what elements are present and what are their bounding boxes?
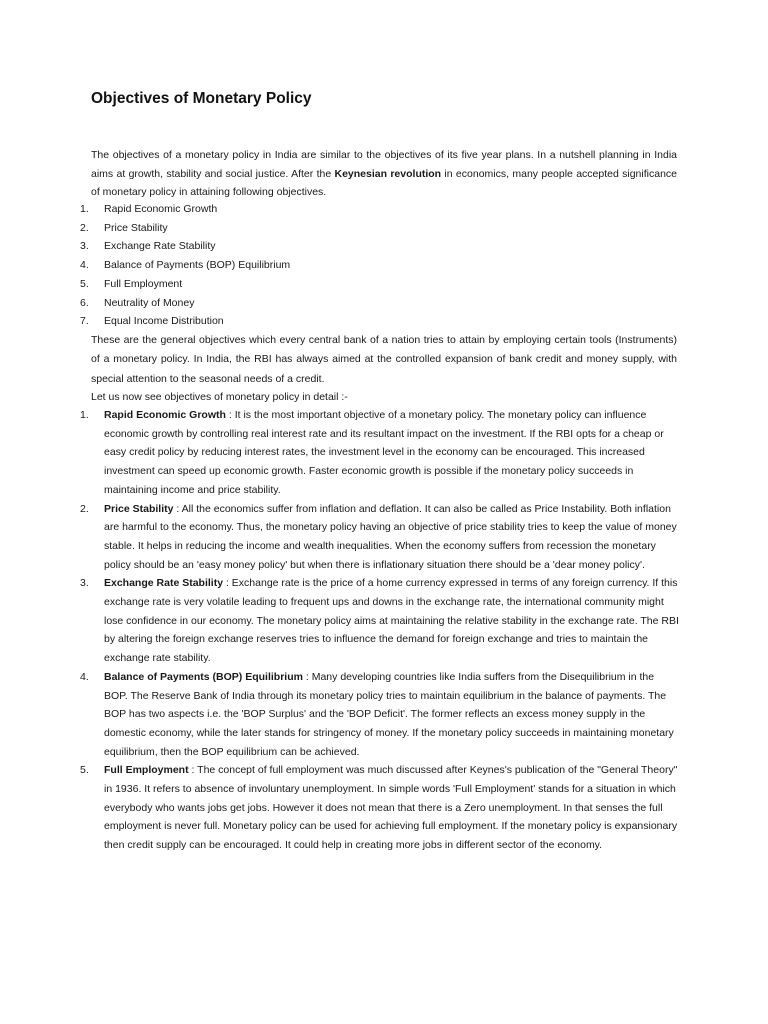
list-item-label: Equal Income Distribution bbox=[104, 315, 224, 328]
list-item bbox=[80, 294, 290, 313]
list-item-label: Balance of Payments (BOP) Equilibrium bbox=[104, 259, 291, 272]
detail-item bbox=[80, 761, 680, 855]
list-item bbox=[80, 312, 290, 331]
list-item-number: 3. bbox=[80, 240, 89, 253]
detail-lead-in: Let us now see objectives of monetary policy in detail :- bbox=[91, 391, 348, 403]
detail-item-heading: Full Employment bbox=[104, 764, 189, 777]
general-objectives-paragraph: These are the general objectives which every central bank of a nation tries to attain by employing certain tools (Instruments) of a monetary policy. In India, the RBI has always aimed at the controlled expansion of bank credit and money supply, with special attention to the seasonal needs of a credit. bbox=[91, 334, 677, 385]
detail-item bbox=[80, 406, 680, 500]
list-item-label: Neutrality of Money bbox=[104, 296, 195, 309]
detail-item-text: : The concept of full employment was much discussed after Keynes's publication of the "General Theory" in 1936. It refers to absence of involuntary unemployment. In simple words 'Full Employment' stands for a situation in which everybody who wants jobs get jobs. However it does not mean that there is a Zero unemployment. In that senses the full employment is never full. Monetary policy can be used for achieving full employment. If the monetary policy is expansionary then credit supply can be encouraged. It could help in creating more jobs in different sector of the economy. bbox=[104, 764, 678, 852]
list-item-number: 5. bbox=[80, 277, 89, 290]
detail-item bbox=[80, 500, 680, 575]
intro-text-before: The objectives of a monetary policy in India are similar to the objectives of its five year plans. In a nutshell planning in India aims at growth, stability and social justice. After the bbox=[91, 149, 677, 180]
list-item-number: 2. bbox=[80, 221, 89, 234]
detail-item-heading: Balance of Payments (BOP) Equilibrium bbox=[104, 670, 303, 683]
detail-item bbox=[80, 574, 680, 668]
intro-bold-term: Keynesian revolution bbox=[334, 167, 442, 180]
page-title: Objectives of Monetary Policy bbox=[91, 90, 312, 107]
list-item bbox=[80, 219, 290, 238]
detail-item-text: : Many developing countries like India suffers from the Disequilibrium in the BOP. The Reserve Bank of India through its monetary policy tries to maintain equilibrium in the balance of payments. The BOP has two aspects i.e. the 'BOP Surplus' and the 'BOP Deficit'. The former reflects an excess money supply in the domestic economy, while the later stands for stringency of money. If the monetary policy succeeds in maintaining monetary equilibrium, then the BOP equilibrium can be achieved. bbox=[104, 670, 674, 758]
list-item-number: 1. bbox=[80, 203, 89, 215]
list-item-number: 4. bbox=[80, 259, 89, 272]
detail-item-text: : All the economics suffer from inflation and deflation. It can also be called as Price Instability. Both inflation are harmful to the economy. Thus, the monetary policy having an objective of price stability tries to keep the value of money stable. It helps in reducing the income and wealth inequalities. When the economy suffers from recession the monetary policy should be an 'easy money policy' but when there is inflationary situation there should be a 'dear money policy'. bbox=[104, 502, 677, 571]
detail-item-heading: Price Stability bbox=[104, 502, 174, 515]
detail-item-heading: Rapid Economic Growth bbox=[104, 409, 226, 421]
detail-item-heading: Exchange Rate Stability bbox=[104, 577, 224, 590]
list-item-label: Rapid Economic Growth bbox=[104, 203, 218, 215]
list-item-number: 6. bbox=[80, 296, 89, 309]
list-item bbox=[80, 237, 290, 256]
intro-text-after: in economics, many people accepted significance of monetary policy in attaining following objectives. bbox=[91, 167, 678, 199]
list-item-number: 7. bbox=[80, 315, 89, 328]
list-item bbox=[80, 256, 290, 275]
detail-item-text: : It is the most important objective of a monetary policy. The monetary policy can influence economic growth by controlling real interest rate and its resultant impact on the investment. If the RBI opts for a cheap or easy credit policy by reducing interest rates, the investment level in the economy can be encouraged. This increased investment can speed up economic growth. Faster economic growth is possible if the monetary policy succeeds in maintaining income and price stability. bbox=[104, 409, 664, 496]
list-item-label: Exchange Rate Stability bbox=[104, 240, 216, 253]
detail-item-number: 5. bbox=[80, 764, 89, 777]
detail-item-number: 1. bbox=[80, 409, 89, 421]
list-item bbox=[80, 200, 290, 219]
detail-item-number: 3. bbox=[80, 577, 89, 590]
objectives-list bbox=[80, 200, 290, 331]
detail-item-number: 2. bbox=[80, 502, 89, 515]
detail-item-text: : Exchange rate is the price of a home currency expressed in terms of any foreign currency. If this exchange rate is very volatile leading to frequent ups and downs in the exchange rate, the international community might lose confidence in our economy. The monetary policy aims at maintaining the relative stability in the exchange rate. The RBI by altering the foreign exchange reserves tries to influence the demand for foreign exchange and tries to maintain the exchange rate stability. bbox=[104, 577, 679, 665]
detail-item-number: 4. bbox=[80, 670, 89, 683]
detail-item bbox=[80, 668, 680, 762]
list-item-label: Full Employment bbox=[104, 277, 183, 290]
intro-paragraph bbox=[91, 146, 677, 202]
list-item bbox=[80, 275, 290, 294]
list-item-label: Price Stability bbox=[104, 221, 168, 234]
detailed-objectives-list bbox=[80, 406, 680, 855]
